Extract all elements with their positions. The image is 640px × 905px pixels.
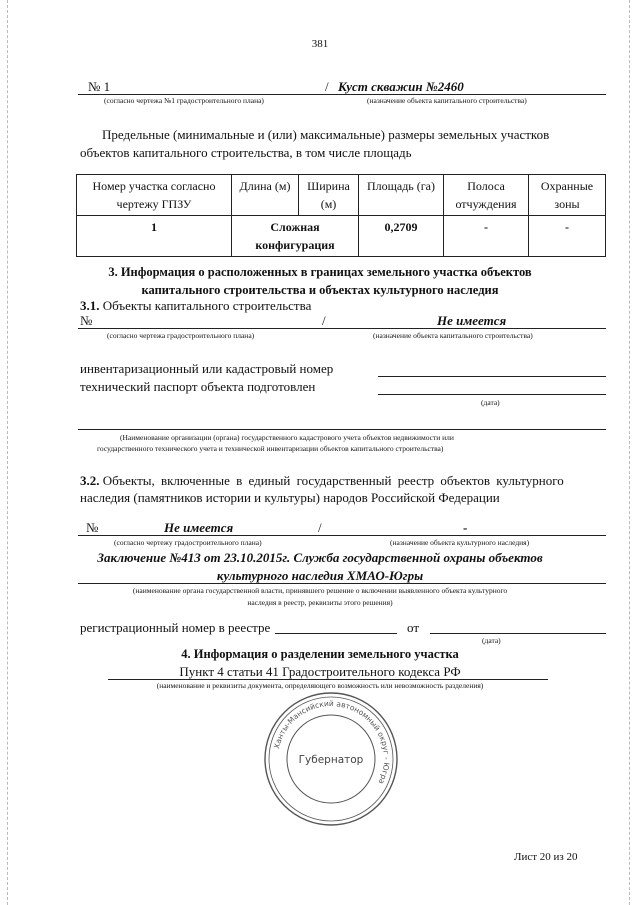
section4-underline xyxy=(108,679,548,680)
intro-line-1: Предельные (минимальные и (или) максимальные) размеры земельных участков xyxy=(102,127,550,142)
object-name: Куст скважин №2460 xyxy=(338,79,464,94)
conclusion-line-2: культурного наследия ХМАО-Югры xyxy=(216,568,424,583)
header-cell: Полоса отчуждения xyxy=(444,175,529,216)
table-row xyxy=(77,216,606,257)
culture-slash: / xyxy=(318,520,322,535)
section4-value: Пункт 4 статьи 41 Градостроительного кодекса РФ xyxy=(179,664,461,679)
header-cell: Охранные зоны xyxy=(529,175,606,216)
section31-heading: 3.1. Объекты капитального строительства xyxy=(80,298,312,313)
culture-number-label: № xyxy=(86,520,99,535)
culture-value: Не имеется xyxy=(164,520,234,535)
organization-caption-1: (Наименование организации (органа) государственного кадастрового учета объектов недвижимости или xyxy=(120,433,454,442)
left-scan-edge xyxy=(7,0,8,905)
stamp-ring-text: Ханты-Мансийский автономный округ - Югра xyxy=(272,698,392,786)
header-slash: / xyxy=(325,79,329,94)
culture-caption-left: (согласно чертежу градостроительного плана) xyxy=(114,538,262,547)
culture-dash: - xyxy=(463,520,468,535)
object-number: № 1 xyxy=(88,79,111,94)
passport-date-line xyxy=(378,394,606,395)
organization-line xyxy=(78,429,606,430)
header-cell: Площадь (га) xyxy=(359,175,444,216)
header-cell: Длина (м) xyxy=(232,175,299,216)
header-underline xyxy=(78,94,606,95)
registry-date-caption: (дата) xyxy=(482,636,501,645)
section31-slash: / xyxy=(322,313,326,328)
sheet-counter: Лист 20 из 20 xyxy=(514,851,578,863)
registry-from-label: от xyxy=(407,620,420,635)
header-cell: Ширина (м) xyxy=(299,175,359,216)
land-size-table xyxy=(76,174,606,257)
section31-caption-right: (назначение объекта капитального строительства) xyxy=(373,331,533,340)
section3-title-line-1: 3. Информация о расположенных в границах земельного участка объектов xyxy=(108,265,532,279)
registry-number-label: регистрационный номер в реестре xyxy=(80,620,271,635)
section31-underline xyxy=(78,328,606,329)
governor-stamp xyxy=(262,690,400,828)
section3-title-line-2: капитального строительства и объектах культурного наследия xyxy=(141,283,499,297)
registry-number-line xyxy=(275,633,397,634)
cell-area: 0,2709 xyxy=(359,216,444,257)
table-header-row xyxy=(77,175,606,216)
stamp-center-text: Губернатор xyxy=(298,754,364,766)
section4-caption: (наименование и реквизиты документа, определяющего возможность или невозможность разделения) xyxy=(156,681,484,690)
conclusion-underline xyxy=(78,583,606,584)
intro-line-2: объектов капитального строительства, в том числе площадь xyxy=(80,145,412,160)
passport-date-caption: (дата) xyxy=(481,398,500,407)
cell-zones: - xyxy=(529,216,606,257)
cell-number: 1 xyxy=(77,216,232,257)
page-number: 381 xyxy=(311,38,329,50)
header-cell: Номер участка согласно чертежу ГПЗУ xyxy=(77,175,232,216)
cell-size: Сложная конфигурация xyxy=(232,216,359,257)
section4-title: 4. Информация о разделении земельного участка xyxy=(181,647,459,661)
section32-line-1: 3.2. Объекты, включенные в единый государственный реестр объектов культурного xyxy=(80,473,564,488)
culture-underline xyxy=(78,535,606,536)
inventory-line-2: технический паспорт объекта подготовлен xyxy=(80,379,316,394)
authority-caption-2: наследия в реестр, реквизиты этого решения) xyxy=(247,598,393,607)
authority-caption-1: (наименование органа государственной власти, принявшего решение о включении выявленного объекта культурного xyxy=(132,586,508,595)
section31-caption-left: (согласно чертежа градостроительного плана) xyxy=(107,331,255,340)
inventory-line-1: инвентаризационный или кадастровый номер xyxy=(80,361,334,376)
registry-date-line xyxy=(430,633,606,634)
inventory-number-line xyxy=(378,376,606,377)
right-scan-edge xyxy=(629,0,630,905)
culture-caption-right: (назначение объекта культурного наследия) xyxy=(390,538,530,547)
header-caption-left: (согласно чертежа №1 градостроительного плана) xyxy=(104,96,264,105)
section31-number-label: № xyxy=(80,313,93,328)
organization-caption-2: государственного технического учета и технической инвентаризации объектов капитального строительства) xyxy=(97,444,444,453)
section32-line-2: наследия (памятников истории и культуры) народов Российской Федерации xyxy=(80,490,500,505)
cell-strip: - xyxy=(444,216,529,257)
header-caption-right: (назначение объекта капитального строительства) xyxy=(367,96,527,105)
section31-value: Не имеется xyxy=(437,313,507,328)
conclusion-line-1: Заключение №413 от 23.10.2015г. Служба государственной охраны объектов xyxy=(97,550,543,565)
